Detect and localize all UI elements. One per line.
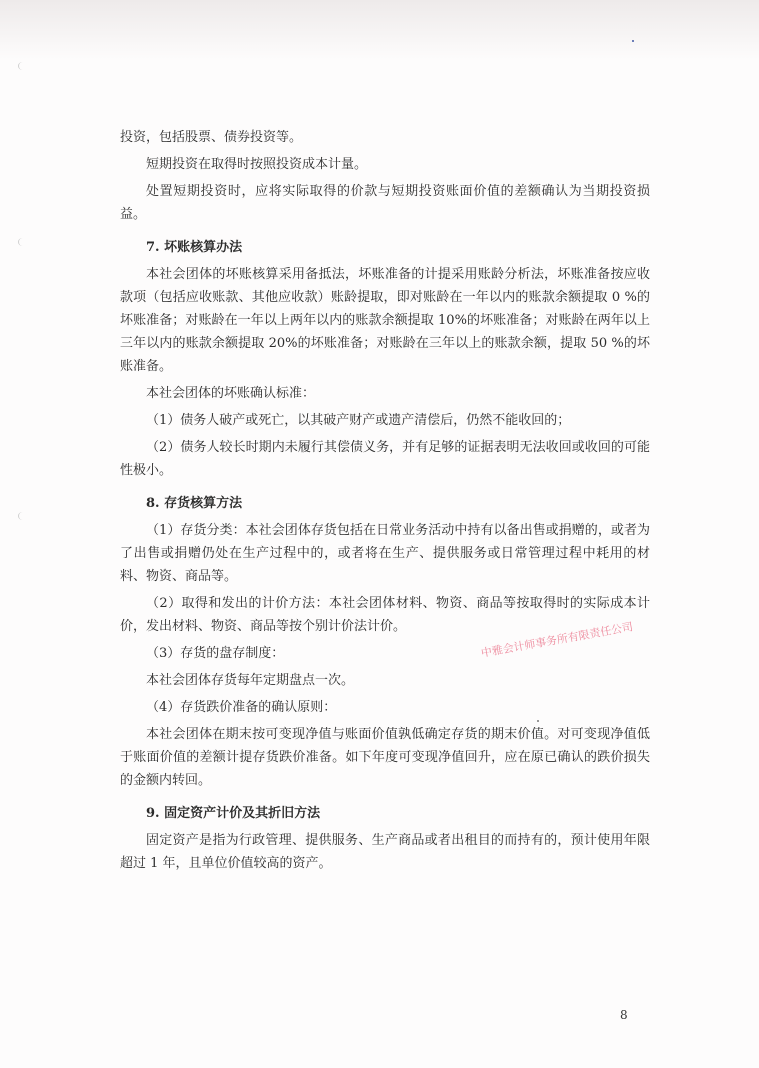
paragraph: 短期投资在取得时按照投资成本计量。 <box>146 157 368 172</box>
paragraph: 本社会团体在期末按可变现净值与账面价值孰低确定存货的期末价值。对可变现净值低于账面价值的差额计提存货跌价准备。如下年度可变现净值回升，应在原已确认的跌价损失的金额内转回。 <box>120 727 650 788</box>
scan-speck <box>632 40 634 42</box>
binding-hole-mark <box>18 512 27 520</box>
paragraph: （4）存货跌价准备的确认原则： <box>146 700 337 715</box>
binding-hole-mark <box>18 238 27 246</box>
scan-shadow <box>0 0 759 60</box>
paragraph: （2）债务人较长时期内未履行其偿债义务，并有足够的证据表明无法收回或收回的可能性极小。 <box>120 440 650 478</box>
seal-text: 中雅会计师事务所有限责任公司 <box>480 620 634 660</box>
paragraph: 固定资产是指为行政管理、提供服务、生产商品或者出租目的而持有的，预计使用年限超过 1 年，且单位价值较高的资产。 <box>120 833 650 871</box>
binding-hole-mark <box>18 62 27 70</box>
page-number: 8 <box>620 1008 628 1022</box>
paragraph: 投资，包括股票、债券投资等。 <box>120 130 303 145</box>
section-heading: 9. 固定资产计价及其折旧方法 <box>146 806 321 821</box>
paragraph: 本社会团体的坏账确认标准： <box>146 386 316 401</box>
section-heading: 7. 坏账核算办法 <box>146 240 243 255</box>
paragraph: （2）取得和发出的计价方法：本社会团体材料、物资、商品等按取得时的实际成本计价，发出材料、物资、商品等按个别计价法计价。 <box>120 596 650 634</box>
section-heading: 8. 存货核算方法 <box>146 496 243 511</box>
body-text <box>120 126 650 879</box>
paragraph: 本社会团体的坏账核算采用备抵法，坏账准备的计提采用账龄分析法，坏账准备按应收款项（包括应收账款、其他应收款）账龄提取，即对账龄在一年以内的账款余额提取 0 %的坏账准备；对账龄在一年以上两年以内的账款余额提取 10%的坏账准备；对账龄在两年以上三年以内的账款余额提取 20%的坏账准备；对账龄在三年以上的账款余额，提取 50 %的坏账准备。 <box>120 267 650 374</box>
paragraph: 本社会团体存货每年定期盘点一次。 <box>146 673 355 688</box>
paragraph: （3）存货的盘存制度： <box>146 646 285 661</box>
paragraph: （1）债务人破产或死亡，以其破产财产或遗产清偿后，仍然不能收回的； <box>146 413 571 428</box>
paragraph: （1）存货分类：本社会团体存货包括在日常业务活动中持有以备出售或捐赠的，或者为了出售或捐赠仍处在生产过程中的，或者将在生产、提供服务或日常管理过程中耗用的材料、物资、商品等。 <box>120 523 650 584</box>
paragraph: 处置短期投资时，应将实际取得的价款与短期投资账面价值的差额确认为当期投资损益。 <box>120 184 650 222</box>
